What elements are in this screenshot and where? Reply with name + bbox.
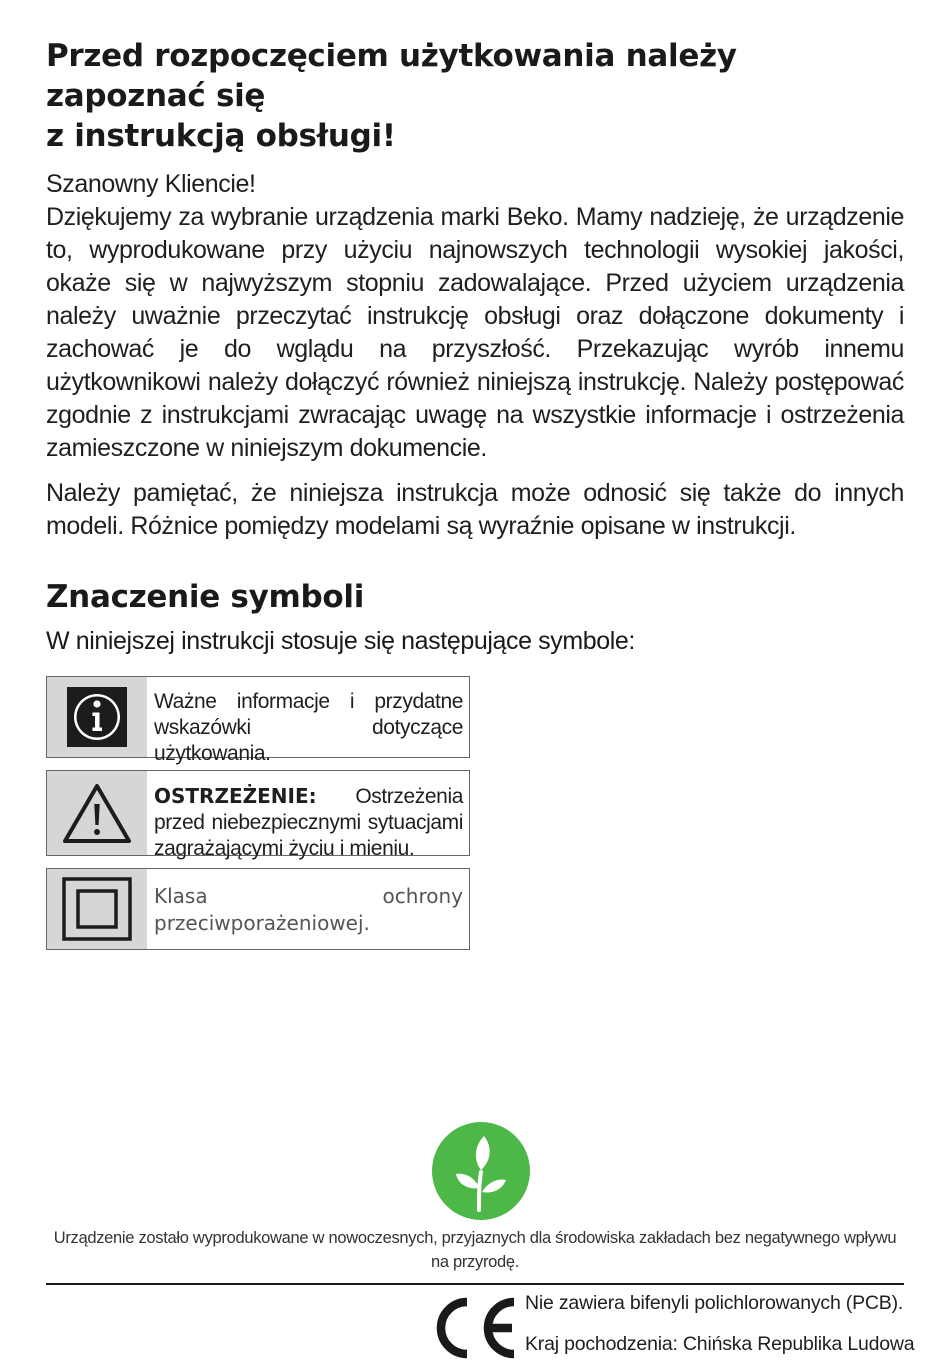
symbol-warning-box [46,770,470,860]
greeting: Szanowny Kliencie! [46,170,256,198]
leaf-icon [432,1122,530,1220]
page-title-line2: z instrukcją obsługi! [46,118,396,154]
warning-label: OSTRZEŻENIE: [154,784,317,808]
symbol-warning-text [147,771,469,860]
page-title [46,36,904,156]
symbol-insulation-text: Klasa ochrony przeciwporażeniowej. [154,884,463,935]
pcb-note: Nie zawiera bifenyli polichlorowanych (PCB). [525,1292,904,1314]
eco-caption: Urządzenie zostało wyprodukowane w nowoczesnych, przyjaznych dla środowiska zakładach bez negatywnego wpływu na przyrodę. [53,1229,897,1271]
paragraph-thanks: Dziękujemy za wybranie urządzenia marki Beko. Mamy nadzieję, że urządzenie to, wyprodukowane przy użyciu najnowszych technologii wysokiej jakości, okaże się w najwyższym stopniu zadowalające. Przed użyciem urządzenia należy uważnie przeczytać instrukcję obsługi oraz dołączone dokumenty i zachować je do wglądu na przyszłość. Przekazując wyrób innemu użytkownikowi należy dołączyć również niniejszą instrukcję. Należy postępować zgodnie z instrukcjami zwracając uwagę na wszystkie informacje i ostrzeżenia zamieszczone w niniejszym dokumencie. [46,203,904,462]
warning-icon [47,771,147,855]
ce-mark-icon [430,1296,520,1360]
symbols-intro: W niniejszej instrukcji stosuje się następujące symbole: [46,627,635,655]
paragraph-models: Należy pamiętać, że niniejsza instrukcja może odnosić się także do innych modeli. Różnice pomiędzy modelami są wyraźnie opisane w instrukcji. [46,479,904,540]
symbol-info-box [46,676,470,765]
warning-description: Ostrzeżenia przed niebezpiecznymi sytuacjami zagrażającymi życiu i mieniu. [154,785,463,860]
page-content [46,36,904,962]
symbols-section-title: Znaczenie symboli [46,579,365,615]
page-title-line1: Przed rozpoczęciem użytkowania należy zapoznać się [46,38,737,114]
double-insulation-icon [47,869,147,949]
symbol-insulation-box [46,868,470,950]
intro-text [46,168,904,543]
country-of-origin: Kraj pochodzenia: Chińska Republika Ludowa [525,1333,915,1355]
symbol-info-text: Ważne informacje i przydatne wskazówki dotyczące użytkowania. [154,690,463,765]
divider [46,1283,904,1285]
info-icon [47,677,147,757]
